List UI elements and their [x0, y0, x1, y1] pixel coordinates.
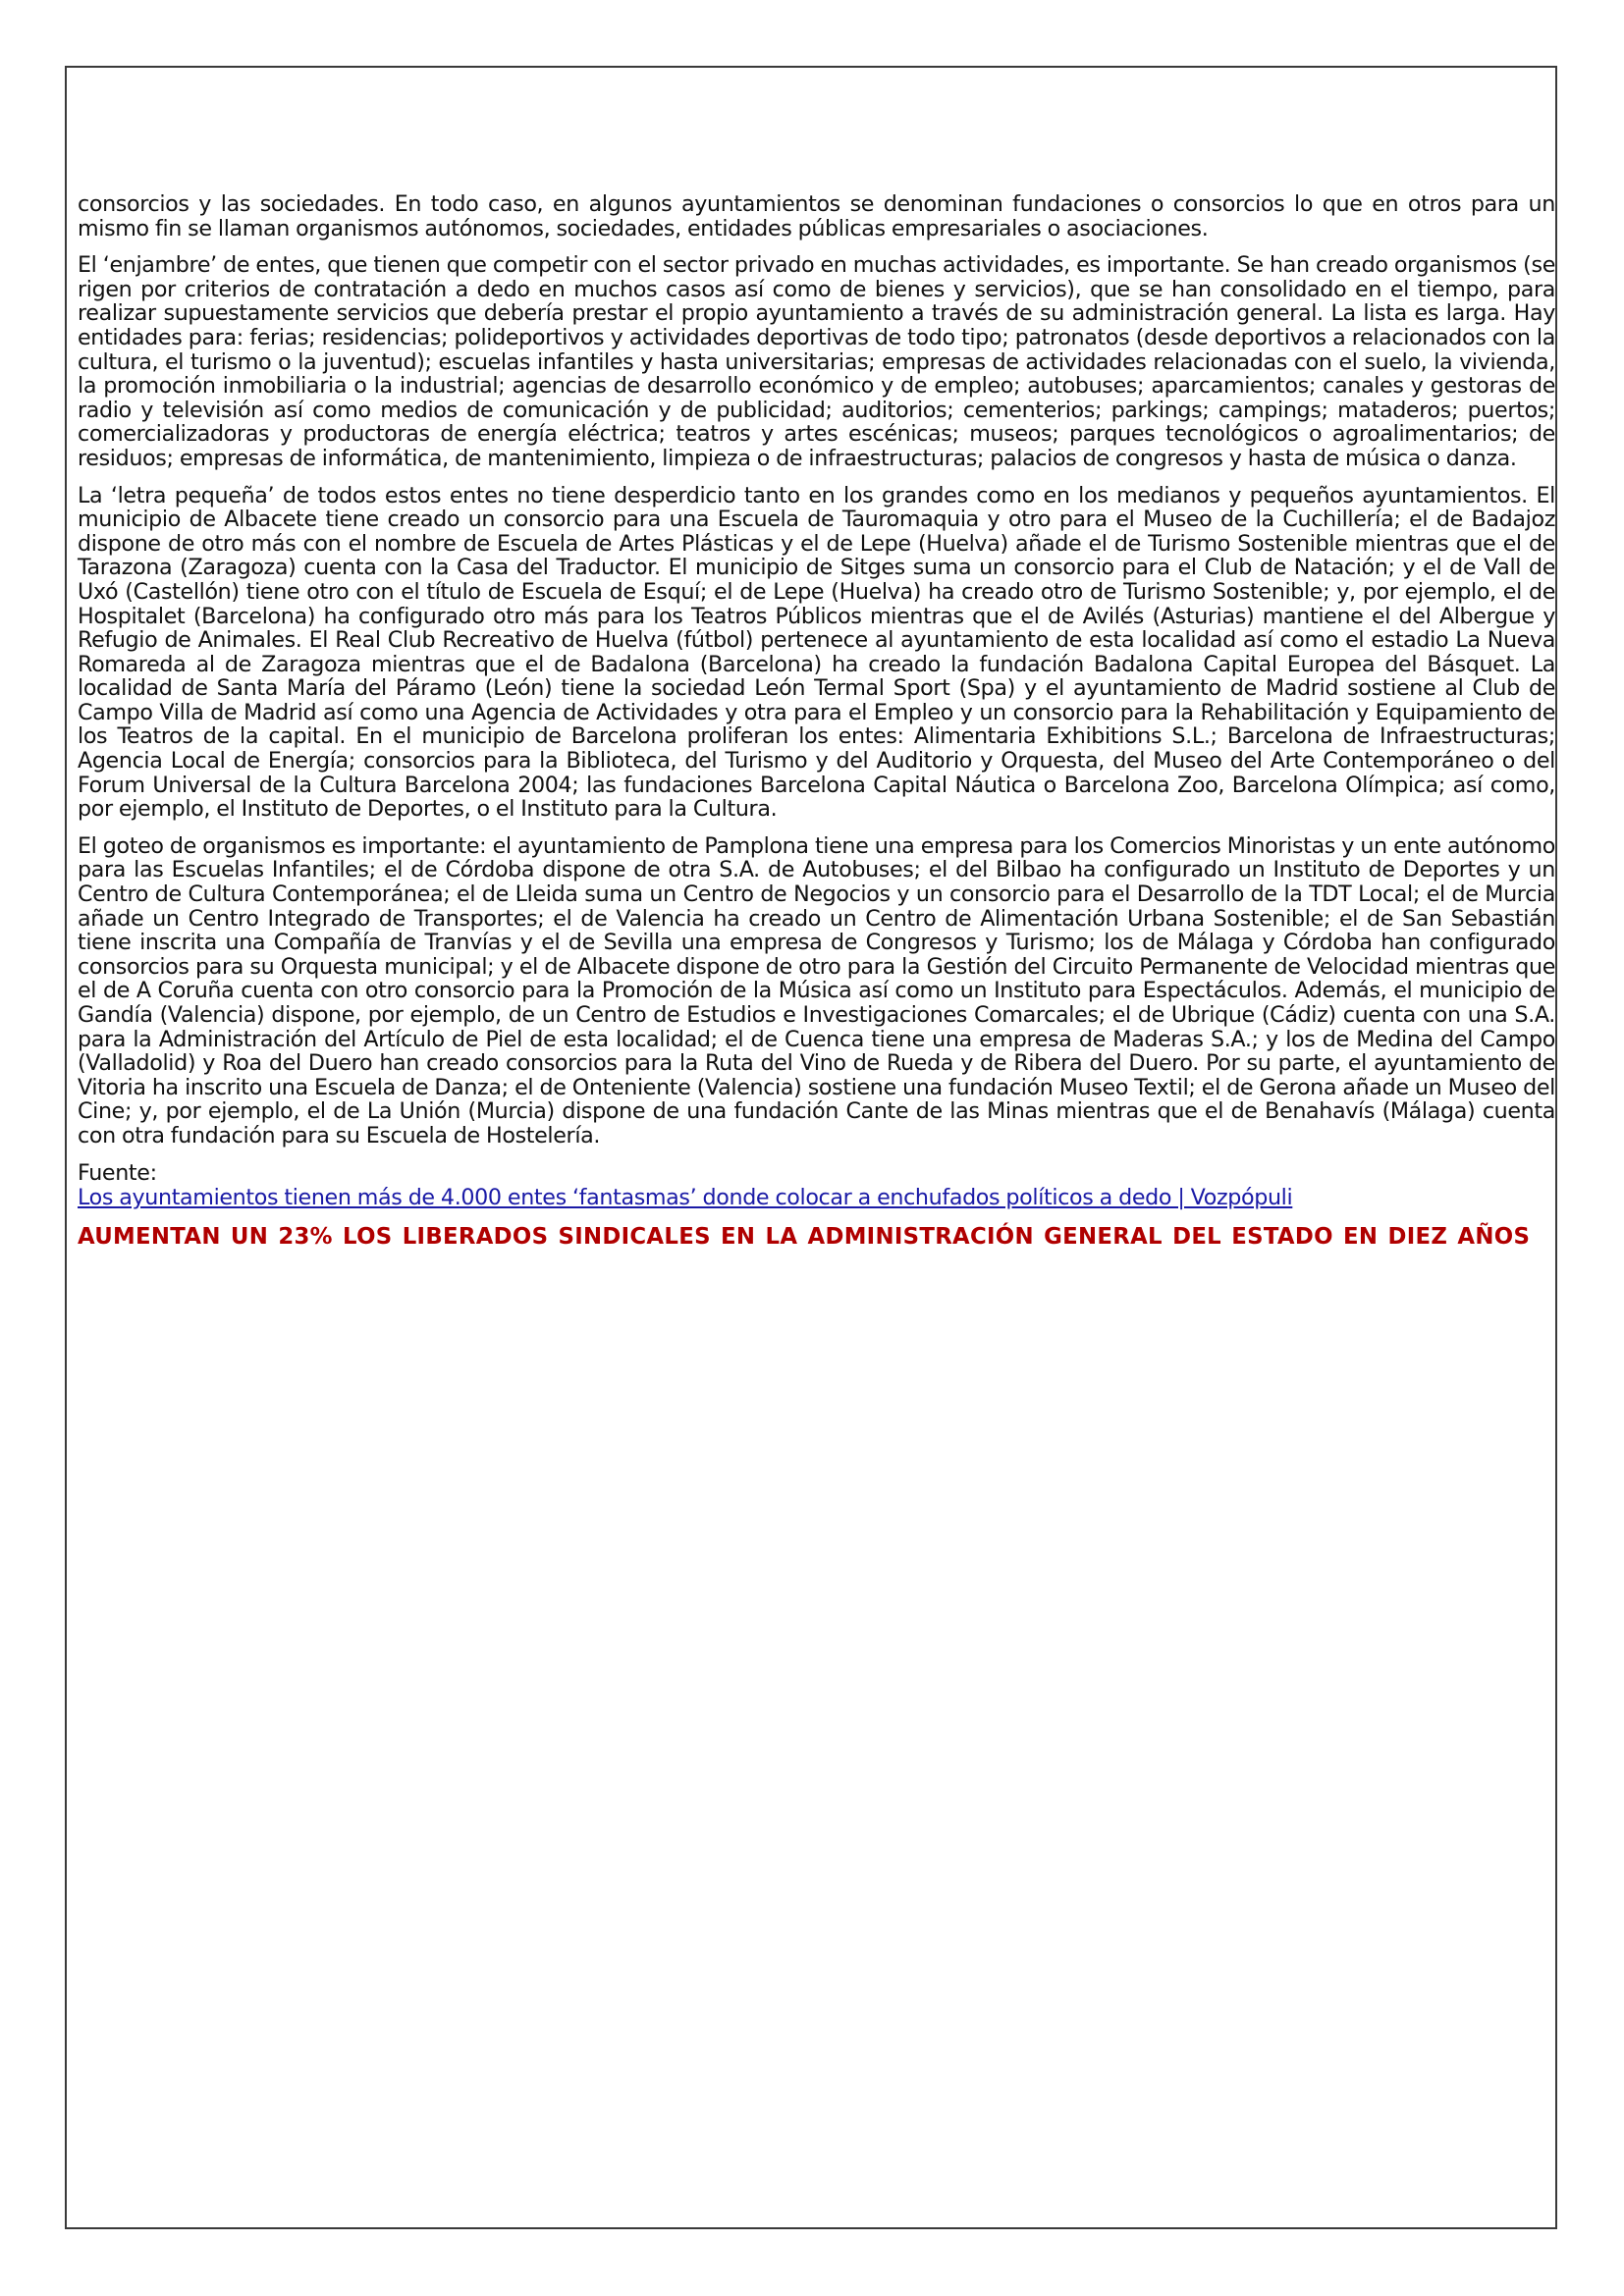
- paragraph-trickle-of-organisms: El goteo de organismos es importante: el ayuntamiento de Pamplona tiene una empresa para los Comercios Minoristas y un ente autónomo para las Escuelas Infantiles; el de Córdoba dispone de otra S.A. de Autobuses; el del Bilbao ha configurado un Instituto de Deportes y un Centro de Cultura Contemporánea; el de Lleida suma un Centro de Negocios y un consorcio para el Desarrollo de la TDT Local; el de Murcia añade un Centro Integrado de Transportes; el de Valencia ha creado un Centro de Alimentación Urbana Sostenible; el de San Sebastián tiene inscrita una Compañía de Tranvías y el de Sevilla una empresa de Congresos y Turismo; los de Málaga y Córdoba han configurado consorcios para su Orquesta municipal; y el de Albacete dispone de otro para la Gestión del Circuito Permanente de Velocidad mientras que el de A Coruña cuenta con otro consorcio para la Promoción de la Música así como un Instituto para Espectáculos. Además, el municipio de Gandía (Valencia) dispone, por ejemplo, de un Centro de Estudios e Investigaciones Comarcales; el de Ubrique (Cádiz) cuenta con una S.A. para la Administración del Artículo de Piel de esta localidad; el de Cuenca tiene una empresa de Maderas S.A.; y los de Medina del Campo (Valladolid) y Roa del Duero han creado consorcios para la Ruta del Vino de Rueda y de Ribera del Duero. Por su parte, el ayuntamiento de Vitoria ha inscrito una Escuela de Danza; el de Onteniente (Valencia) sostiene una fundación Museo Textil; el de Gerona añade un Museo del Cine; y, por ejemplo, el de La Unión (Murcia) dispone de una fundación Cante de las Minas mientras que el de Benahavís (Málaga) cuenta con otra fundación para su Escuela de Hostelería.: [78, 832, 1555, 1148]
- source-label: Fuente:: [78, 1159, 157, 1186]
- document-body: [78, 192, 1555, 1251]
- section-headline: AUMENTAN UN 23% LOS LIBERADOS SINDICALES EN LA ADMINISTRACIÓN GENERAL DEL ESTADO EN DIEZ AÑOS: [78, 1223, 1531, 1250]
- paragraph-entity-swarm: El ‘enjambre’ de entes, que tienen que competir con el sector privado en muchas actividades, es importante. Se han creado organismos (se rigen por criterios de contratación a dedo en muchos casos así como de bienes y servicios), que se han consolidado en el tiempo, para realizar supuestamente servicios que debería prestar el propio ayuntamiento a través de su administración general. La lista es larga. Hay entidades para: ferias; residencias; polideportivos y actividades deportivas de todo tipo; patronatos (desde deportivos a relacionados con la cultura, el turismo o la juventud); escuelas infantiles y hasta universitarias; empresas de actividades relacionadas con el suelo, la vivienda, la promoción inmobiliaria o la industrial; agencias de desarrollo económico y de empleo; autobuses; aparcamientos; canales y gestoras de radio y televisión así como medios de comunicación y de publicidad; auditorios; cementerios; parkings; campings; mataderos; puertos; comercializadoras y productoras de energía eléctrica; teatros y artes escénicas; museos; parques tecnológicos o agroalimentarios; de residuos; empresas de informática, de mantenimiento, limpieza o de infraestructuras; palacios de congresos y hasta de música o danza.: [78, 252, 1555, 471]
- paragraph-entity-types: consorcios y las sociedades. En todo caso, en algunos ayuntamientos se denominan fundaciones o consorcios lo que en otros para un mismo fin se llaman organismos autónomos, sociedades, entidades públicas empresariales o asociaciones.: [78, 191, 1555, 241]
- paragraph-fine-print: La ‘letra pequeña’ de todos estos entes no tiene desperdicio tanto en los grandes como en los medianos y pequeños ayuntamientos. El municipio de Albacete tiene creado un consorcio para una Escuela de Tauromaquia y otro para el Museo de la Cuchillería; el de Badajoz dispone de otro más con el nombre de Escuela de Artes Plásticas y el de Lepe (Huelva) añade el de Turismo Sostenible mientras que el de Tarazona (Zaragoza) cuenta con la Casa del Traductor. El municipio de Sitges suma un consorcio para el Club de Natación; y el de Vall de Uxó (Castellón) tiene otro con el título de Escuela de Esquí; el de Lepe (Huelva) ha creado otro de Turismo Sostenible; y, por ejemplo, el de Hospitalet (Barcelona) ha configurado otro más para los Teatros Públicos mientras que el de Avilés (Asturias) mantiene el del Albergue y Refugio de Animales. El Real Club Recreativo de Huelva (fútbol) pertenece al ayuntamiento de esta localidad así como el estadio La Nueva Romareda al de Zaragoza mientras que el de Badalona (Barcelona) ha creado la fundación Badalona Capital Europea del Básquet. La localidad de Santa María del Páramo (León) tiene la sociedad León Termal Sport (Spa) y el ayuntamiento de Madrid sostiene al Club de Campo Villa de Madrid así como una Agencia de Actividades y otra para el Empleo y un consorcio para la Rehabilitación y Equipamiento de los Teatros de la capital. En el municipio de Barcelona proliferan los entes: Alimentaria Exhibitions S.L.; Barcelona de Infraestructuras; Agencia Local de Energía; consorcios para la Biblioteca, del Turismo y del Auditorio y Orquesta, del Museo del Arte Contemporáneo o del Forum Universal de la Cultura Barcelona 2004; las fundaciones Barcelona Capital Náutica o Barcelona Zoo, Barcelona Olímpica; así como, por ejemplo, el Instituto de Deportes, o el Instituto para la Cultura.: [78, 482, 1555, 823]
- source-link[interactable]: Los ayuntamientos tienen más de 4.000 entes ‘fantasmas’ donde colocar a enchufados políticos a dedo | Vozpópuli: [78, 1185, 1293, 1211]
